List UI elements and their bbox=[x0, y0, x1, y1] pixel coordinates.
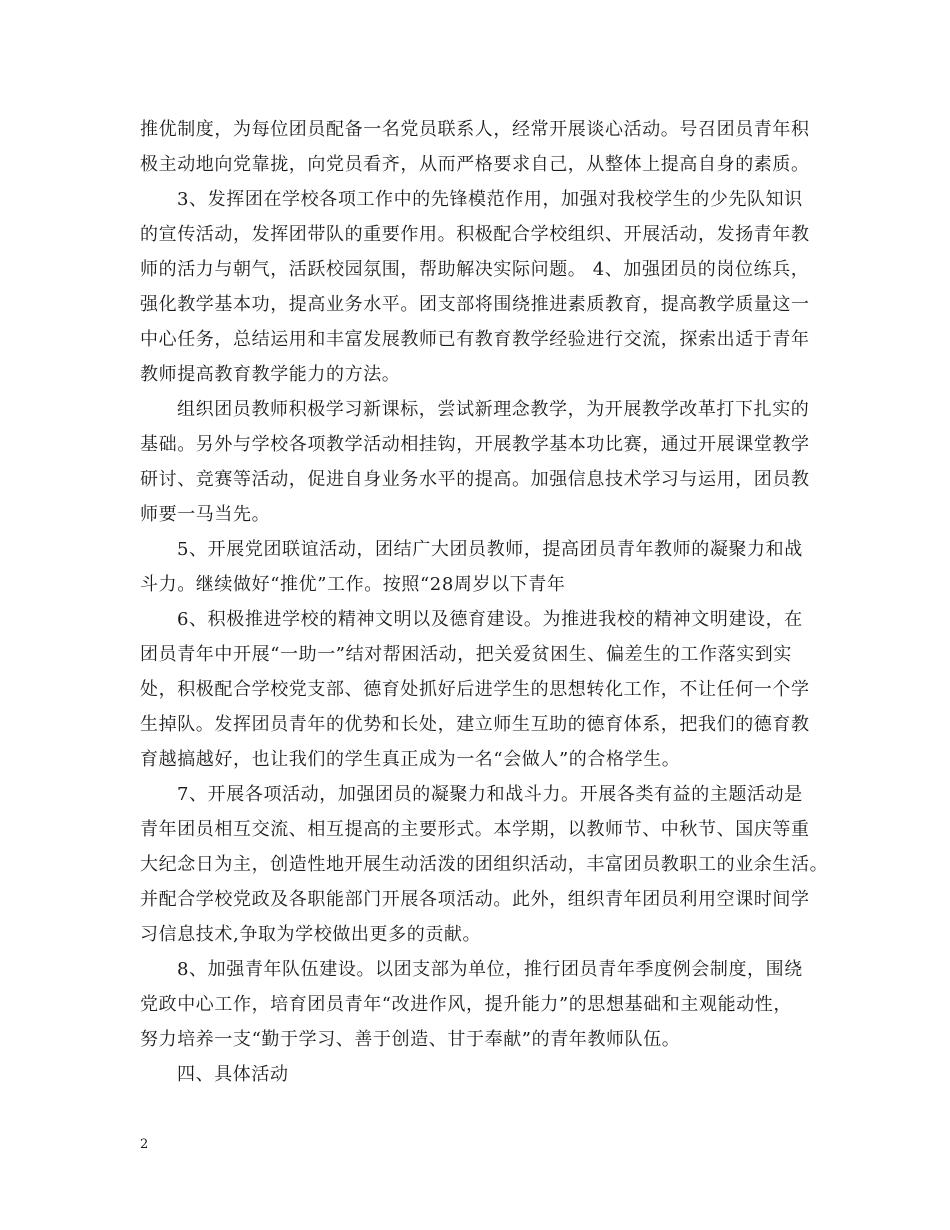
page-number: 2 bbox=[140, 1137, 149, 1152]
text-line: 育越搞越好，也让我们的学生真正成为一名“会做人”的合格学生。 bbox=[140, 749, 681, 770]
text-line: 生掉队。发挥团员青年的优势和长处，建立师生互助的德育体系，把我们的德育教 bbox=[140, 714, 810, 735]
text-line: 教师提高教育教学能力的方法。 bbox=[140, 364, 401, 385]
body-text bbox=[140, 112, 840, 1092]
text-line: 强化教学基本功，提高业务水平。团支部将围绕推进素质教育，提高教学质量这一 bbox=[140, 294, 810, 315]
text-line: 青年团员相互交流、相互提高的主要形式。本学期，以教师节、中秋节、国庆等重 bbox=[140, 819, 810, 840]
text-line: 5、开展党团联谊活动，团结广大团员教师，提高团员青年教师的凝聚力和战 bbox=[177, 539, 803, 560]
text-line: 7、开展各项活动，加强团员的凝聚力和战斗力。开展各类有益的主题活动是 bbox=[177, 784, 803, 805]
text-line: 团员青年中开展“一助一”结对帮困活动，把关爱贫困生、偏差生的工作落实到实 bbox=[140, 644, 793, 665]
text-line: 师的活力与朝气，活跃校园氛围，帮助解决实际问题。 4、加强团员的岗位练兵， bbox=[140, 259, 810, 280]
text-line: 推优制度，为每位团员配备一名党员联系人，经常开展谈心活动。号召团员青年积 bbox=[140, 119, 810, 140]
text-line: 3、发挥团在学校各项工作中的先锋模范作用，加强对我校学生的少先队知识 bbox=[177, 189, 803, 210]
text-line: 极主动地向党靠拢，向党员看齐，从而严格要求自己，从整体上提高自身的素质。 bbox=[140, 154, 810, 175]
text-line: 努力培养一支“勤于学习、善于创造、甘于奉献”的青年教师队伍。 bbox=[140, 1029, 681, 1050]
text-line: 的宣传活动，发挥团带队的重要作用。积极配合学校组织、开展活动，发扬青年教 bbox=[140, 224, 810, 245]
text-line: 斗力。继续做好“推优”工作。按照“28周岁以下青年 bbox=[140, 574, 566, 595]
text-line: 党政中心工作，培育团员青年“改进作风，提升能力”的思想基础和主观能动性， bbox=[140, 994, 793, 1015]
text-line: 大纪念日为主，创造性地开展生动活泼的团组织活动，丰富团员教职工的业余生活。 bbox=[140, 854, 829, 875]
text-line: 师要一马当先。 bbox=[140, 504, 271, 525]
text-line: 基础。另外与学校各项教学活动相挂钩，开展教学基本功比赛，通过开展课堂教学 bbox=[140, 434, 810, 455]
text-line: 8、加强青年队伍建设。以团支部为单位，推行团员青年季度例会制度，围绕 bbox=[177, 959, 803, 980]
section-heading: 四、具体活动 bbox=[177, 1064, 289, 1085]
text-line: 处，积极配合学校党支部、德育处抓好后进学生的思想转化工作，不让任何一个学 bbox=[140, 679, 810, 700]
text-line: 6、积极推进学校的精神文明以及德育建设。为推进我校的精神文明建设，在 bbox=[177, 609, 803, 630]
text-line: 习信息技术,争取为学校做出更多的贡献。 bbox=[140, 924, 482, 945]
text-line: 研讨、竞赛等活动，促进自身业务水平的提高。加强信息技术学习与运用，团员教 bbox=[140, 469, 810, 490]
text-line: 并配合学校党政及各职能部门开展各项活动。此外，组织青年团员利用空课时间学 bbox=[140, 889, 810, 910]
text-line: 中心任务，总结运用和丰富发展教师已有教育教学经验进行交流，探索出适于青年 bbox=[140, 329, 810, 350]
text-line: 组织团员教师积极学习新课标，尝试新理念教学，为开展教学改革打下扎实的 bbox=[177, 399, 810, 420]
